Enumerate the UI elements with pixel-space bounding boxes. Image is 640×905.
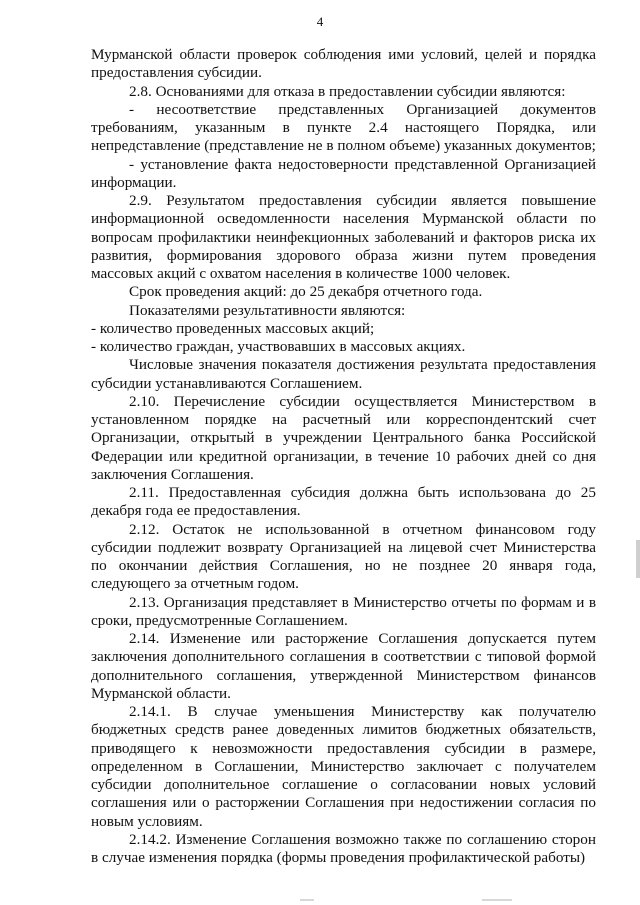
paragraph-2-14-2: 2.14.2. Изменение Соглашения возможно также по соглашению сторон в случае изменения порядка (формы проведения профилактической работы) (91, 830, 596, 866)
paragraph-2-14-1: 2.14.1. В случае уменьшения Министерству как получателю бюджетных средств ранее доведенных лимитов бюджетных обязательств, приводящего к невозможности предоставления субсидии в размере, определенном в Соглашении, Министерство заключает с получателем субсидии дополнительное соглашение о согласовании новых условий соглашения или о расторжении Соглашения при недостижении согласия по новым условиям. (91, 703, 596, 830)
paragraph-continuation: Мурманской области проверок соблюдения ими условий, целей и порядка предоставления субсидии. (91, 46, 596, 82)
paragraph-2-11: 2.11. Предоставленная субсидия должна быть использована до 25 декабря года ее предоставления. (91, 484, 596, 520)
paragraph-2-10: 2.10. Перечисление субсидии осуществляется Министерством в установленном порядке на расчетный или корреспондентский счет Организации, открытый в учреждении Центрального банка Российской Федерации или кредитной организации, в течение 10 рабочих дней со дня заключения Соглашения. (91, 392, 596, 483)
indicator-item-2: - количество граждан, участвовавших в массовых акциях. (91, 338, 466, 355)
paragraph-2-9: 2.9. Результатом предоставления субсидии является повышение информационной осведомленности населения Мурманской области по вопросам профилактики неинфекционных заболеваний и факторов риска их развития, формирования здорового образа жизни путем проведения массовых акций с охватом населения в количестве 1000 человек. (91, 192, 596, 282)
paragraph-2-8-item-2: - установление факта недостоверности представленной Организацией информации. (91, 155, 596, 191)
page-number: 4 (316, 14, 324, 29)
paragraph-2-13: 2.13. Организация представляет в Министерство отчеты по формам и в сроки, предусмотренные Соглашением. (91, 593, 596, 629)
paragraph-indicators: Показателями результативности являются: (129, 301, 406, 319)
scan-bottom-mark (482, 899, 512, 901)
paragraph-2-8-item-1: - несоответствие представленных Организацией документов требованиям, указанным в пункте 2.4 настоящего Порядка, или непредставление (представление не в полном объеме) указанных документов; (91, 100, 596, 155)
scan-bottom-mark (300, 899, 314, 901)
paragraph-2-12: 2.12. Остаток не использованной в отчетном финансовом году субсидии подлежит возврату Организацией на лицевой счет Министерства по окончании действия Соглашения, но не позднее 20 января года, следующего за отчетным годом. (91, 520, 596, 593)
indicator-item-1: - количество проведенных массовых акций; (91, 319, 375, 337)
paragraph-values: Числовые значения показателя достижения результата предоставления субсидии устанавливаются Соглашением. (91, 356, 596, 392)
paragraph-2-14: 2.14. Изменение или расторжение Соглашения допускается путем заключения дополнительного соглашения в соответствии с типовой формой дополнительного соглашения, утвержденной Министерством финансов Мурманской области. (91, 630, 596, 702)
paragraph-2-8: 2.8. Основаниями для отказа в предоставлении субсидии являются: (129, 82, 566, 100)
paragraph-deadline: Срок проведения акций: до 25 декабря отчетного года. (129, 283, 483, 301)
document-body (91, 46, 596, 867)
scan-edge-mark (636, 540, 640, 578)
